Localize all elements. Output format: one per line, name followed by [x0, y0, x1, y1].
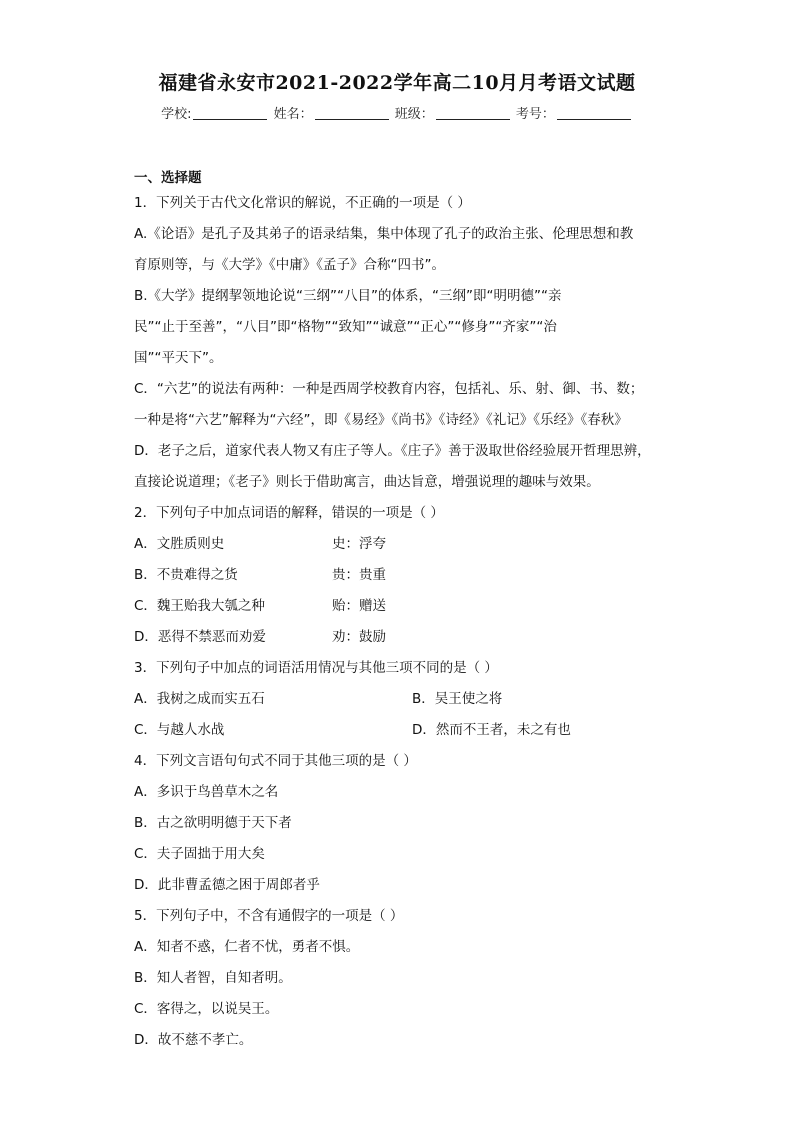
- q1-option-d-line1: D．老子之后，道家代表人物又有庄子等人。《庄子》善于汲取世俗经验展开哲理思辨，: [134, 443, 651, 459]
- q2-option-c-note: 贻：赠送: [332, 598, 386, 614]
- student-info-line: [0, 103, 794, 122]
- school-label: 学校:: [161, 107, 192, 122]
- q2-option-d-text: D．恶得不禁恶而劝爱: [134, 629, 266, 645]
- q3-option-a: A．我树之成而实五石: [134, 691, 265, 707]
- q2-option-c-text: C．魏王贻我大瓠之种: [134, 598, 265, 614]
- number-label: 考号：: [515, 107, 555, 122]
- q1-option-c-line2: 一种是将“六艺”解释为“六经”，即《易经》《尚书》《诗经》《礼记》《乐经》《春秋》: [134, 412, 628, 428]
- number-blank[interactable]: [557, 106, 631, 120]
- q2-stem: 2．下列句子中加点词语的解释，错误的一项是（ ）: [134, 505, 444, 521]
- q1-option-d-line2: 直接论说道理；《老子》则长于借助寓言，曲达旨意，增强说理的趣味与效果。: [134, 474, 600, 490]
- q1-option-b-line1: B.《大学》提纲挈领地论说“三纲”“八目”的体系，“三纲”即“明明德”“亲: [134, 288, 562, 304]
- q4-option-b: B．古之欲明明德于天下者: [134, 815, 292, 831]
- q1-option-c-line1: C．“六艺”的说法有两种：一种是西周学校教育内容，包括礼、乐、射、御、书、数；: [134, 381, 644, 397]
- q3-option-b: B．吴王使之将: [412, 691, 503, 707]
- q4-stem: 4．下列文言语句句式不同于其他三项的是（ ）: [134, 753, 417, 769]
- q1-option-a-line1: A.《论语》是孔子及其弟子的语录结集，集中体现了孔子的政治主张、伦理思想和教: [134, 226, 634, 242]
- q2-option-d: [134, 622, 674, 653]
- q2-option-b: [134, 560, 674, 591]
- q1-stem: 1．下列关于古代文化常识的解说，不正确的一项是（ ）: [134, 195, 471, 211]
- q3-stem: 3．下列句子中加点的词语活用情况与其他三项不同的是（ ）: [134, 660, 498, 676]
- q2-option-c: [134, 591, 674, 622]
- q4-option-d: D．此非曹孟德之困于周郎者乎: [134, 877, 320, 893]
- q5-option-c: C．客得之，以说吴王。: [134, 1001, 279, 1017]
- q5-option-b: B．知人者智，自知者明。: [134, 970, 292, 986]
- q5-option-d: D．故不慈不孝亡。: [134, 1032, 253, 1048]
- q1-option-a-line2: 育原则等，与《大学》《中庸》《孟子》合称“四书”。: [134, 257, 445, 273]
- q3-option-c: C．与越人水战: [134, 722, 225, 738]
- name-blank[interactable]: [315, 106, 389, 120]
- name-label: 姓名：: [273, 107, 313, 122]
- q3-options-row1: [134, 684, 674, 715]
- q5-stem: 5．下列句子中，不含有通假字的一项是（ ）: [134, 908, 404, 924]
- q3-option-d: D．然而不王者，未之有也: [412, 722, 571, 738]
- question-list: [134, 188, 674, 1056]
- q2-option-b-note: 贵：贵重: [332, 567, 386, 583]
- q4-option-c: C．夫子固拙于用大矣: [134, 846, 265, 862]
- exam-title: 福建省永安市2021-2022学年高二10月月考语文试题: [158, 72, 636, 94]
- q2-option-a-text: A．文胜质则史: [134, 536, 225, 552]
- class-label: 班级：: [394, 107, 434, 122]
- q2-option-d-note: 劝：鼓励: [332, 629, 386, 645]
- q2-option-a: [134, 529, 674, 560]
- q4-option-a: A．多识于鸟兽草木之名: [134, 784, 279, 800]
- class-blank[interactable]: [436, 106, 510, 120]
- q2-option-a-note: 史：浮夸: [332, 536, 386, 552]
- q3-options-row2: [134, 715, 674, 746]
- q1-option-b-line2: 民”“止于至善”，“八目”即“格物”“致知”“诚意”“正心”“修身”“齐家”“治: [134, 319, 557, 335]
- q5-option-a: A．知者不惑，仁者不忧，勇者不惧。: [134, 939, 360, 955]
- q1-option-b-line3: 国”“平天下”。: [134, 350, 223, 366]
- q2-option-b-text: B．不贵难得之货: [134, 567, 238, 583]
- school-blank[interactable]: [193, 106, 267, 120]
- section-heading: 一、选择题: [134, 170, 202, 186]
